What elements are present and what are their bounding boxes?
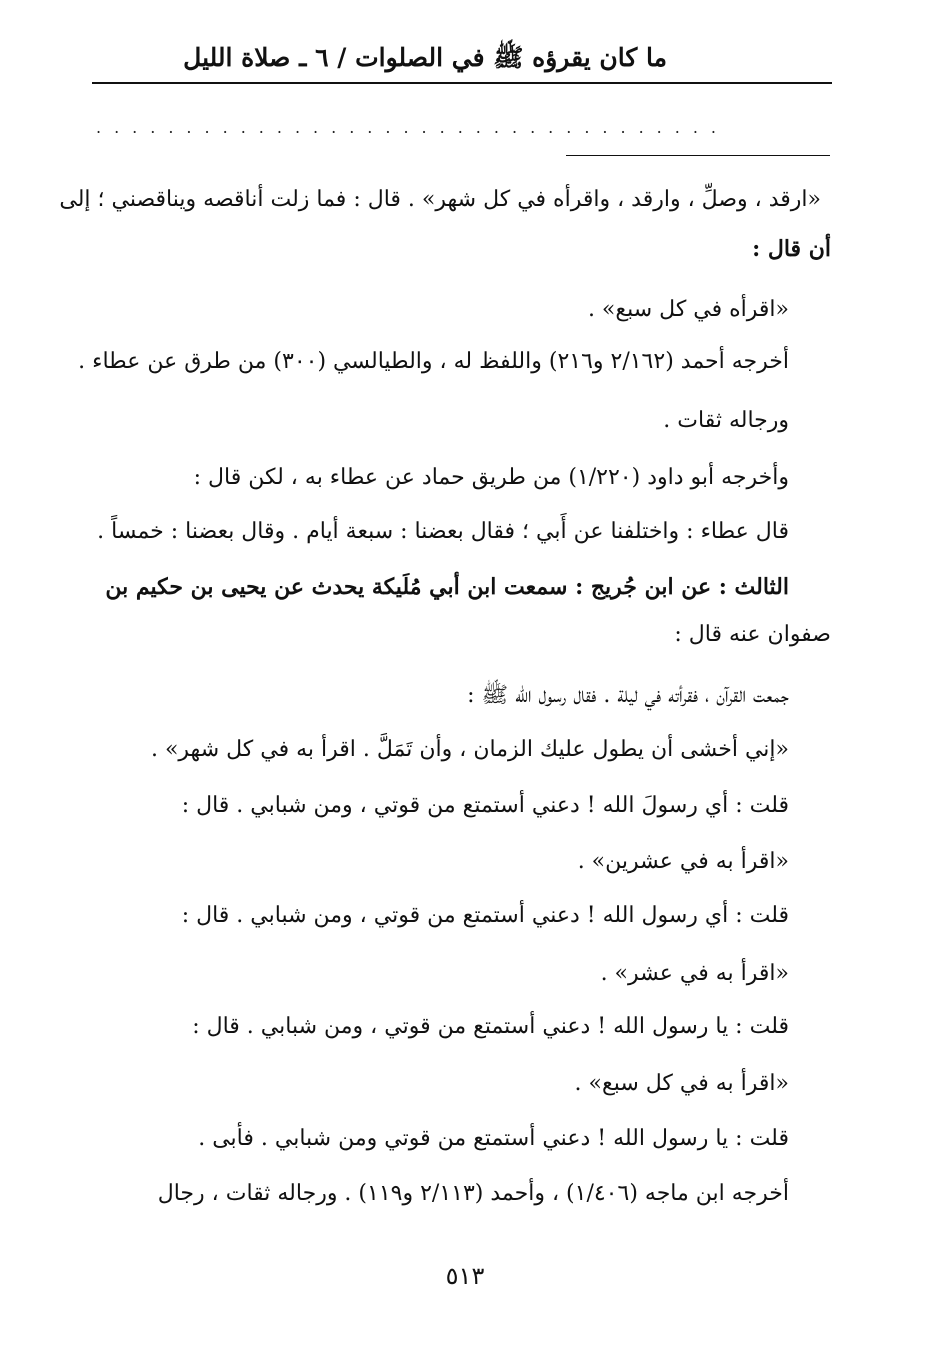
- text-line: قال عطاء : واختلفنا عن أَبي ؛ فقال بعضنا : سبعة أيام . وقال بعضنا : خمساً .: [97, 519, 789, 544]
- text-line: «اقرأ به في عشر» .: [600, 961, 789, 986]
- text-line: «اقرأ به في كل سبع» .: [574, 1071, 789, 1096]
- dotted-separator: ...................................: [96, 118, 730, 137]
- text-line: أخرجه أحمد (٢/١٦٢ و٢١٦) واللفظ له ، والطيالسي (٣٠٠) من طرق عن عطاء .: [78, 349, 789, 374]
- text-line: صفوان عنه قال :: [674, 622, 831, 647]
- text-line: جمعت القرآن ، فقرأته في ليلة . فقال رسول الله ﷺ :: [467, 683, 789, 708]
- text-line: قلت : أي رسولَ الله ! دعني أستمتع من قوتي ، ومن شبابي . قال :: [181, 793, 789, 818]
- text-line: أخرجه ابن ماجه (١/٤٠٦) ، وأحمد (٢/١١٣ و١١٩) . ورجاله ثقات ، رجال: [157, 1181, 789, 1206]
- running-header: [92, 38, 832, 84]
- text-line: «اقرأ به في عشرين» .: [577, 849, 789, 874]
- text-line: «إني أخشى أن يطول عليك الزمان ، وأن تَمَلَّ . اقرأ به في كل شهر» .: [150, 737, 789, 762]
- text-line: قلت : أي رسول الله ! دعني أستمتع من قوتي ، ومن شبابي . قال :: [181, 903, 789, 928]
- text-line: قلت : يا رسول الله ! دعني أستمتع من قوتي ، ومن شبابي . قال :: [192, 1014, 789, 1039]
- footnote-rule: [566, 155, 830, 156]
- text-line: ورجاله ثقات .: [663, 408, 789, 433]
- page-number: ٥١٣: [445, 1262, 485, 1290]
- text-line: قلت : يا رسول الله ! دعني أستمتع من قوتي ومن شبابي . فأبى .: [198, 1126, 789, 1151]
- text-line: وأخرجه أبو داود (١/٢٢٠) من طريق حماد عن عطاء به ، لكن قال :: [193, 465, 789, 490]
- text-line: «ارقد ، وصلِّ ، وارقد ، واقرأه في كل شهر» . قال : فما زلت أناقصه ويناقصني ؛ إلى: [59, 187, 821, 212]
- text-line: أن قال :: [752, 236, 831, 262]
- text-line: «اقرأه في كل سبع» .: [587, 297, 789, 322]
- header-title: ما كان يقرؤه ﷺ في الصلوات / ٦ ـ صلاة الليل: [183, 43, 667, 72]
- text-line: الثالث : عن ابن جُريج : سمعت ابن أبي مُلَيكة يحدث عن يحيى بن حكيم بن: [105, 574, 789, 600]
